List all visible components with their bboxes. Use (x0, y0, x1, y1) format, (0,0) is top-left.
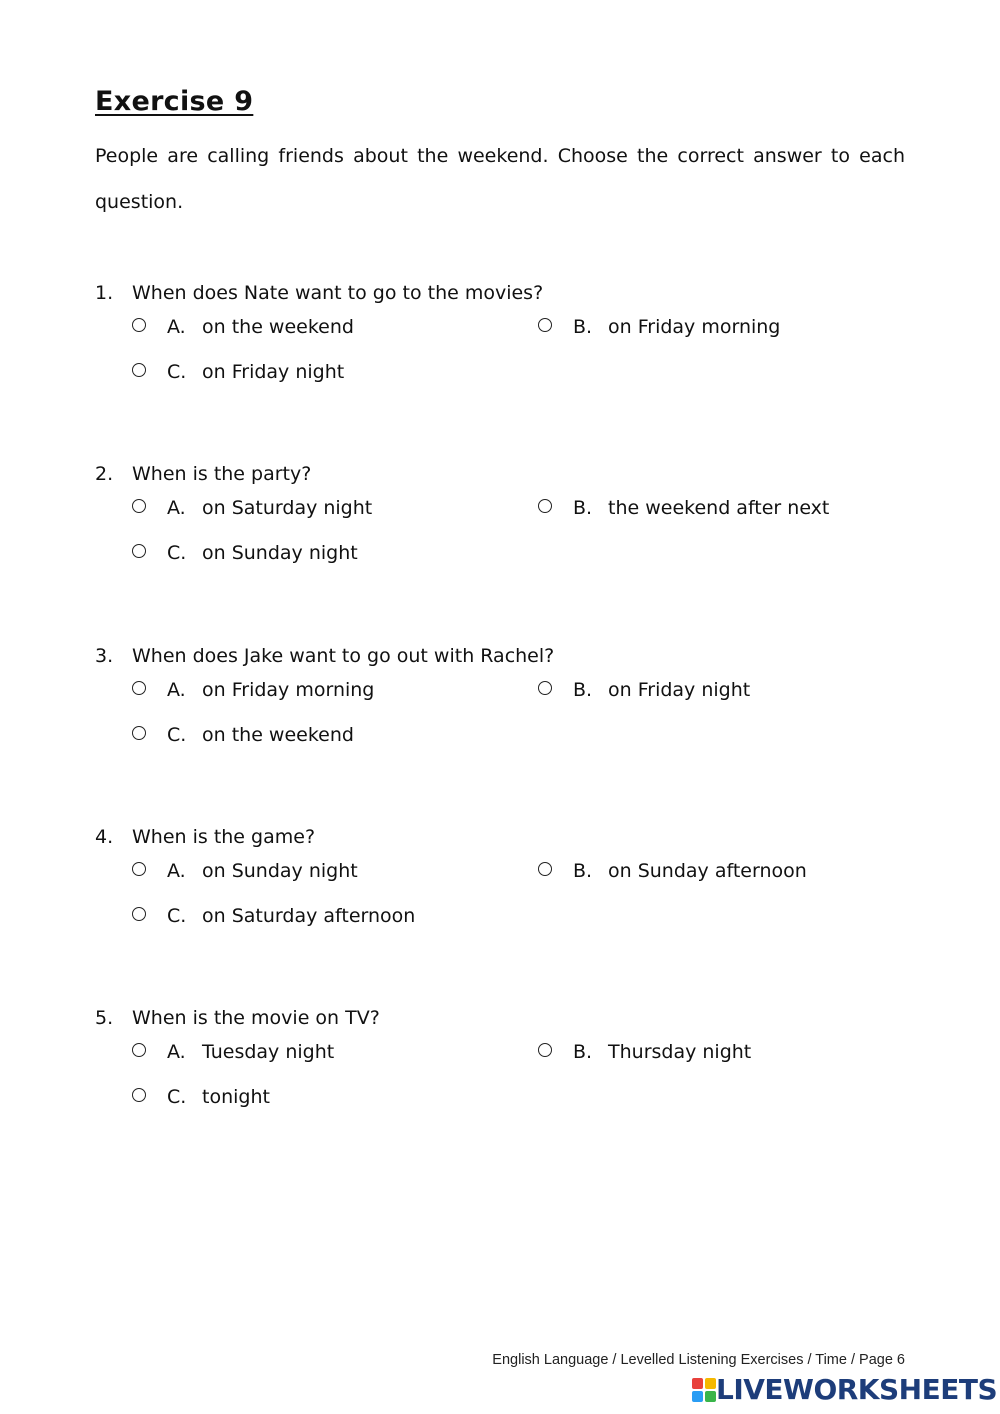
option-letter: C. (167, 1086, 187, 1108)
question-text: When does Jake want to go out with Rachel? (132, 645, 555, 667)
question-4 (95, 826, 915, 966)
question-text: When is the party? (132, 463, 312, 485)
option-letter: B. (573, 679, 593, 701)
radio-button[interactable] (132, 499, 146, 513)
option-text: on Sunday night (202, 860, 358, 882)
option-letter: C. (167, 361, 187, 383)
option-letter: C. (167, 905, 187, 927)
radio-button[interactable] (132, 1088, 146, 1102)
radio-button[interactable] (132, 1043, 146, 1057)
option-text: on Sunday afternoon (608, 860, 807, 882)
radio-button[interactable] (538, 499, 552, 513)
option-text: on Friday night (202, 361, 345, 383)
option-letter: A. (167, 497, 186, 519)
radio-button[interactable] (538, 862, 552, 876)
question-number: 3. (95, 645, 114, 667)
option-letter: B. (573, 316, 593, 338)
question-number: 4. (95, 826, 114, 848)
option-text: on Friday morning (202, 679, 375, 701)
radio-button[interactable] (132, 862, 146, 876)
logo-square (692, 1391, 703, 1402)
question-3 (95, 645, 915, 785)
option-letter: B. (573, 1041, 593, 1063)
option-letter: C. (167, 724, 187, 746)
question-2 (95, 463, 915, 603)
exercise-title: Exercise 9 (95, 86, 254, 117)
logo-text: LIVEWORKSHEETS (716, 1373, 998, 1406)
question-text: When is the game? (132, 826, 316, 848)
option-letter: A. (167, 679, 186, 701)
radio-button[interactable] (132, 544, 146, 558)
page-footer: English Language / Levelled Listening Exercises / Time / Page 6 (492, 1352, 905, 1368)
question-text: When does Nate want to go to the movies? (132, 282, 544, 304)
radio-button[interactable] (132, 726, 146, 740)
question-1 (95, 282, 915, 422)
option-text: Thursday night (608, 1041, 752, 1063)
option-text: on the weekend (202, 724, 354, 746)
option-letter: A. (167, 860, 186, 882)
liveworksheets-logo (692, 1373, 998, 1407)
radio-button[interactable] (132, 681, 146, 695)
option-text: Tuesday night (202, 1041, 335, 1063)
radio-button[interactable] (538, 318, 552, 332)
radio-button[interactable] (538, 1043, 552, 1057)
radio-button[interactable] (132, 318, 146, 332)
liveworksheets-logo-icon (692, 1378, 716, 1402)
option-text: the weekend after next (608, 497, 830, 519)
question-number: 2. (95, 463, 114, 485)
radio-button[interactable] (132, 907, 146, 921)
option-letter: C. (167, 542, 187, 564)
option-text: on Saturday afternoon (202, 905, 416, 927)
radio-button[interactable] (538, 681, 552, 695)
question-number: 1. (95, 282, 114, 304)
option-text: on Friday morning (608, 316, 781, 338)
option-letter: A. (167, 1041, 186, 1063)
logo-square (705, 1378, 716, 1389)
radio-button[interactable] (132, 363, 146, 377)
option-letter: A. (167, 316, 186, 338)
option-text: on Saturday night (202, 497, 373, 519)
option-text: on Sunday night (202, 542, 358, 564)
question-number: 5. (95, 1007, 114, 1029)
option-text: tonight (202, 1086, 270, 1108)
option-letter: B. (573, 860, 593, 882)
option-letter: B. (573, 497, 593, 519)
option-text: on Friday night (608, 679, 751, 701)
question-5 (95, 1007, 915, 1147)
logo-square (705, 1391, 716, 1402)
exercise-instructions: People are calling friends about the weekend. Choose the correct answer to each question. (95, 145, 905, 213)
logo-square (692, 1378, 703, 1389)
question-text: When is the movie on TV? (132, 1007, 380, 1029)
option-text: on the weekend (202, 316, 354, 338)
